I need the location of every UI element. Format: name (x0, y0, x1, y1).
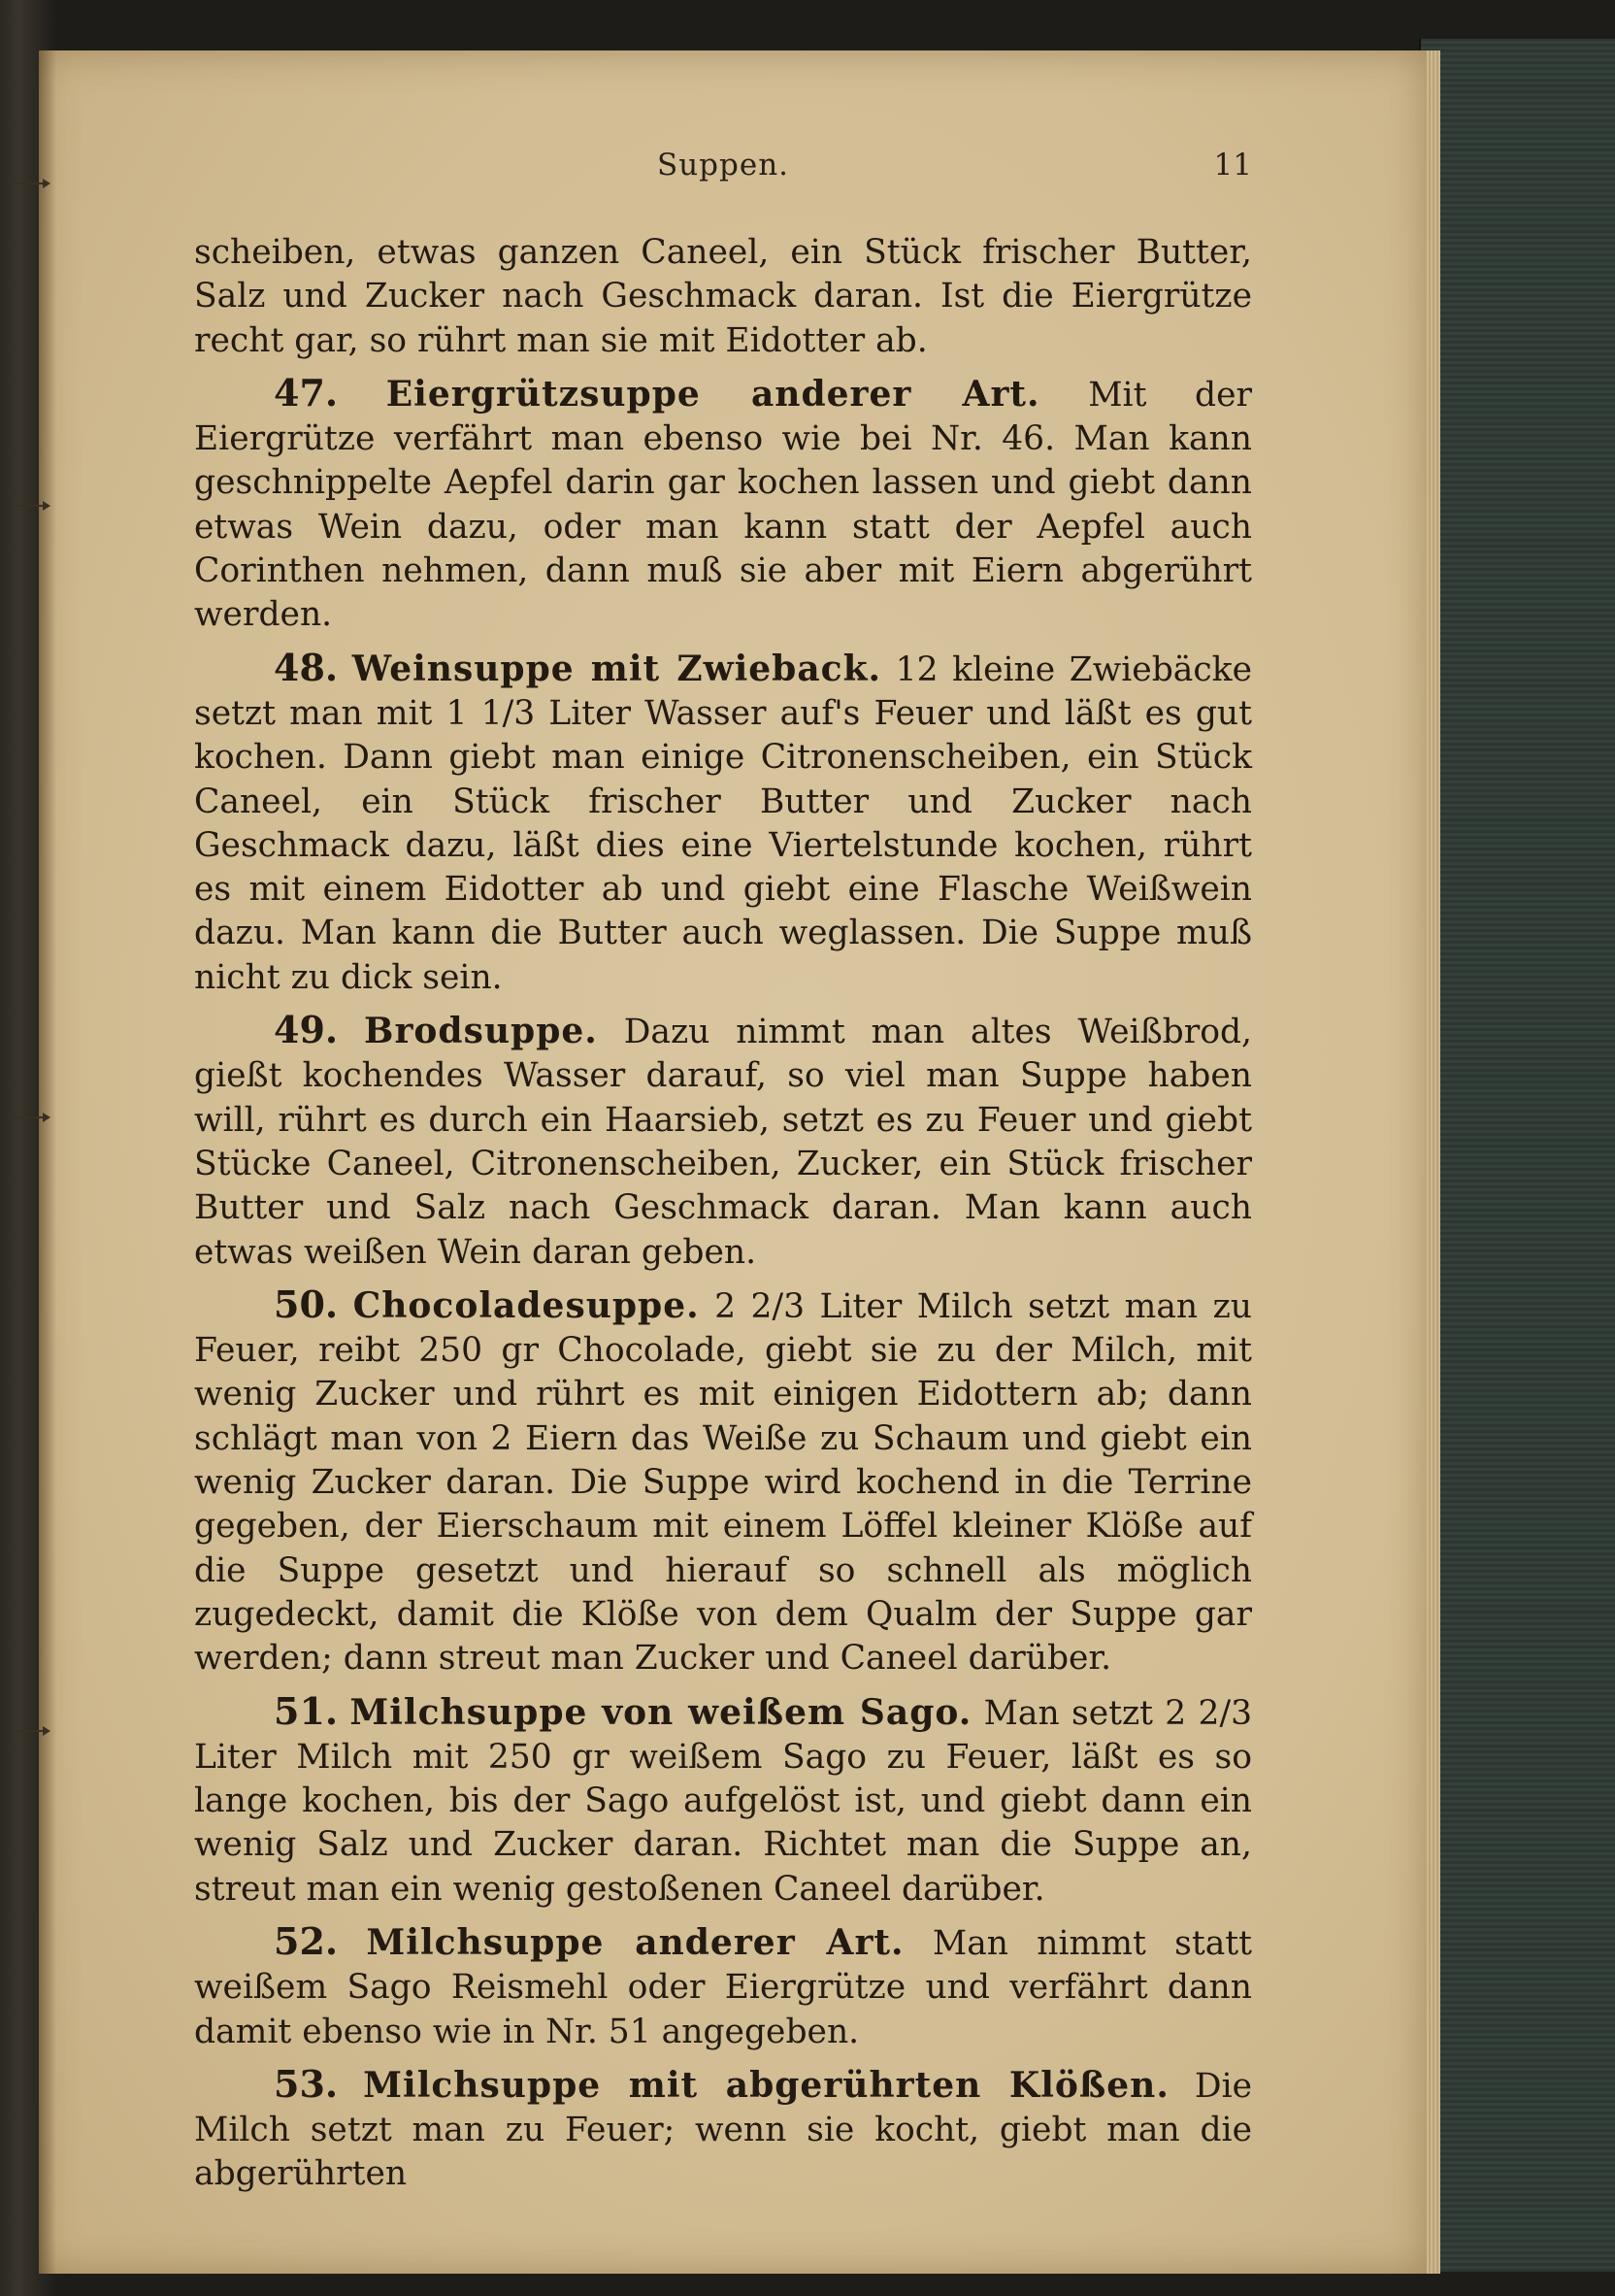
recipe-51 (194, 1689, 1252, 1912)
recipe-47 (194, 371, 1252, 638)
page-gutter (39, 50, 56, 2274)
recipe-text: Man setzt 2 2/3 Liter Milch mit 250 gr weißem Sago zu Feuer, läßt es so lange kochen, bis der Sago aufgelöst ist, und giebt dann ein wenig Salz und Zucker daran. Richtet man die Suppe an, streut man ein wenig gestoßenen Caneel darüber. (194, 1693, 1253, 1909)
recipe-48 (194, 646, 1252, 1000)
margin-tick-mark (17, 183, 45, 184)
body-text (194, 231, 1252, 2197)
recipe-title: Milchsuppe anderer Art. (366, 1921, 905, 1963)
running-title: Suppen. (656, 148, 790, 183)
recipe-text: Die Milch setzt man zu Feuer; wenn sie kocht, giebt man die abgerührten (194, 2066, 1253, 2194)
recipe-number: 53. (274, 2061, 339, 2106)
recipe-title: Weinsuppe mit Zwieback. (351, 648, 882, 689)
page-number: 11 (1213, 148, 1252, 183)
recipe-53 (194, 2062, 1252, 2197)
margin-tick-mark (17, 505, 45, 507)
recipe-title: Milchsuppe von weißem Sago. (349, 1691, 972, 1733)
recipe-52 (194, 1919, 1252, 2054)
book-cover-edge (1419, 39, 1615, 2272)
recipe-text: Dazu nimmt man altes Weißbrod, gießt kochendes Wasser darauf, so viel man Suppe haben will, rührt es durch ein Haarsieb, setzt es zu Feuer und giebt Stücke Caneel, Citronenscheiben, Zucker, ein Stück frischer Butter und Salz nach Geschmack daran. Man kann auch etwas weißen Wein daran geben. (194, 1013, 1253, 1272)
recipe-title: Milchsuppe mit abgerührten Klößen. (363, 2064, 1170, 2106)
recipe-text: Man nimmt statt weißem Sago Reismehl oder Eiergrütze und verfährt dann damit ebenso wie in Nr. 51 angegeben. (194, 1923, 1252, 2051)
recipe-50 (194, 1282, 1252, 1681)
page-edge (1427, 50, 1440, 2274)
recipe-text: Mit der Eiergrütze verfährt man ebenso wie bei Nr. 46. Man kann geschnippelte Aepfel darin gar kochen lassen und giebt dann etwas Wein dazu, oder man kann statt der Aepfel auch Corinthen nehmen, dann muß sie aber mit Eiern abgerührt werden. (194, 375, 1253, 635)
recipe-number: 51. (274, 1688, 339, 1733)
recipe-title: Chocoladesuppe. (352, 1284, 700, 1326)
recipe-number: 49. (274, 1008, 339, 1052)
page-header (194, 148, 1252, 186)
recipe-title: Eiergrützsuppe anderer Art. (385, 373, 1040, 415)
recipe-49 (194, 1008, 1252, 1275)
margin-tick-mark (17, 1116, 45, 1118)
recipe-number: 52. (274, 1918, 339, 1963)
recipe-text: 12 kleine Zwiebäcke setzt man mit 1 1/3 Liter Wasser auf's Feuer und läßt es gut kochen. Dann giebt man einige Citronenscheiben, ein Stück Caneel, ein Stück frischer Butter und Zucker nach Geschmack dazu, läßt dies eine Viertelstunde kochen, rührt es mit einem Eidotter ab und giebt eine Flasche Weißwein dazu. Man kann die Butter auch weglassen. Die Suppe muß nicht zu dick sein. (194, 649, 1252, 997)
intro-paragraph: scheiben, etwas ganzen Caneel, ein Stück frischer Butter, Salz und Zucker nach Geschmack daran. Ist die Eiergrütze recht gar, so rührt man sie mit Eidotter ab. (194, 233, 1252, 360)
recipe-text: 2 2/3 Liter Milch setzt man zu Feuer, reibt 250 gr Chocolade, giebt sie zu der Milch, mit wenig Zucker und rührt es mit einigen Eidottern ab; dann schlägt man von 2 Eiern das Weiße zu Schaum und giebt ein wenig Zucker daran. Die Suppe wird kochend in die Terrine gegeben, der Eierschaum mit einem Löffel kleiner Klöße auf die Suppe gesetzt und hierauf so schnell als möglich zugedeckt, damit die Klöße von dem Qualm der Suppe gar werden; dann streut man Zucker und Caneel darüber. (194, 1286, 1252, 1679)
recipe-title: Brodsuppe. (364, 1011, 598, 1052)
recipe-number: 50. (274, 1281, 339, 1326)
margin-tick-mark (17, 1730, 45, 1732)
recipe-number: 47. (274, 370, 339, 415)
recipe-number: 48. (274, 645, 339, 689)
